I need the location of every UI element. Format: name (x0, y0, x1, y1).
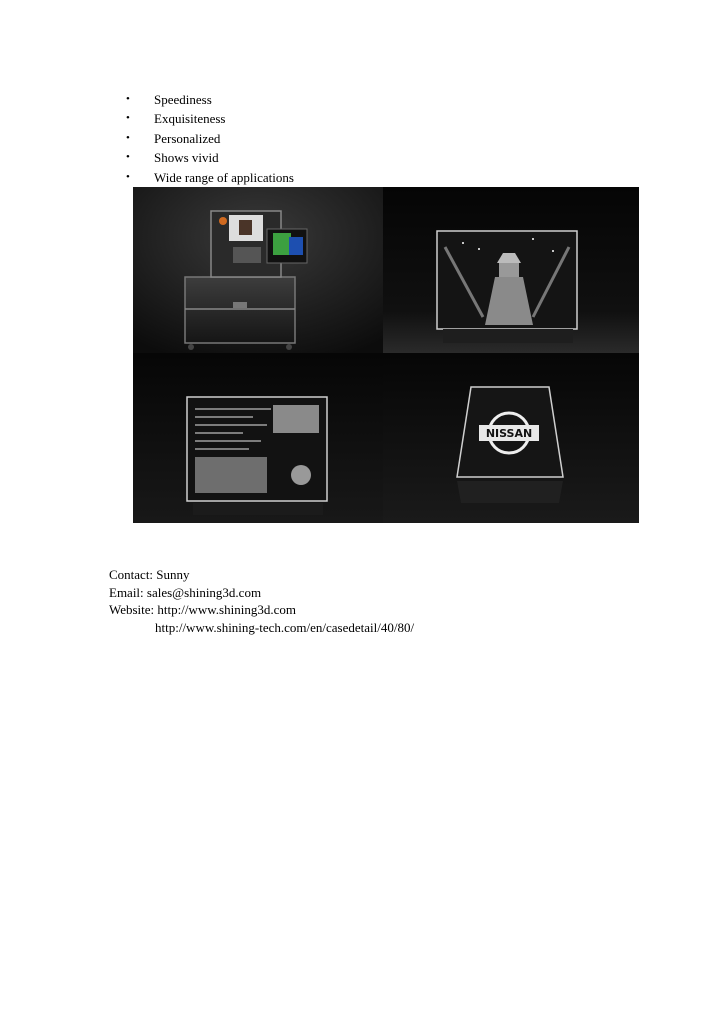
feature-list (118, 90, 294, 187)
list-item (118, 129, 294, 148)
contact-name: Contact: Sunny (109, 567, 190, 582)
list-item (118, 90, 294, 109)
product-photo-grid (133, 187, 639, 523)
bullet-icon: • (126, 112, 130, 125)
bullet-icon: • (126, 151, 130, 164)
list-item-label: Exquisiteness (154, 111, 226, 127)
list-item (118, 109, 294, 128)
bullet-icon: • (126, 170, 130, 183)
laser-engraving-machine-photo (133, 187, 383, 353)
list-item-label: Wide range of applications (154, 169, 294, 185)
list-item (118, 148, 294, 167)
contact-website: Website: http://www.shining3d.com (109, 602, 296, 618)
list-item-label: Speediness (154, 92, 212, 107)
crystal-temple-of-heaven-photo (383, 187, 639, 353)
list-item-label: Personalized (154, 130, 221, 146)
crystal-nissan-logo-photo (383, 353, 639, 523)
crystal-class-photo-block-photo (133, 353, 383, 523)
contact-email: Email: sales@shining3d.com (109, 584, 262, 600)
bullet-icon: • (126, 93, 130, 105)
list-item (118, 168, 294, 187)
bullet-icon: • (126, 131, 130, 144)
list-item-label: Shows vivid (154, 150, 219, 166)
contact-info (109, 566, 414, 636)
contact-website-secondary: http://www.shining-tech.com/en/casedetail/40/80/ (155, 619, 415, 635)
nissan-logo-text: NISSAN (485, 427, 533, 440)
